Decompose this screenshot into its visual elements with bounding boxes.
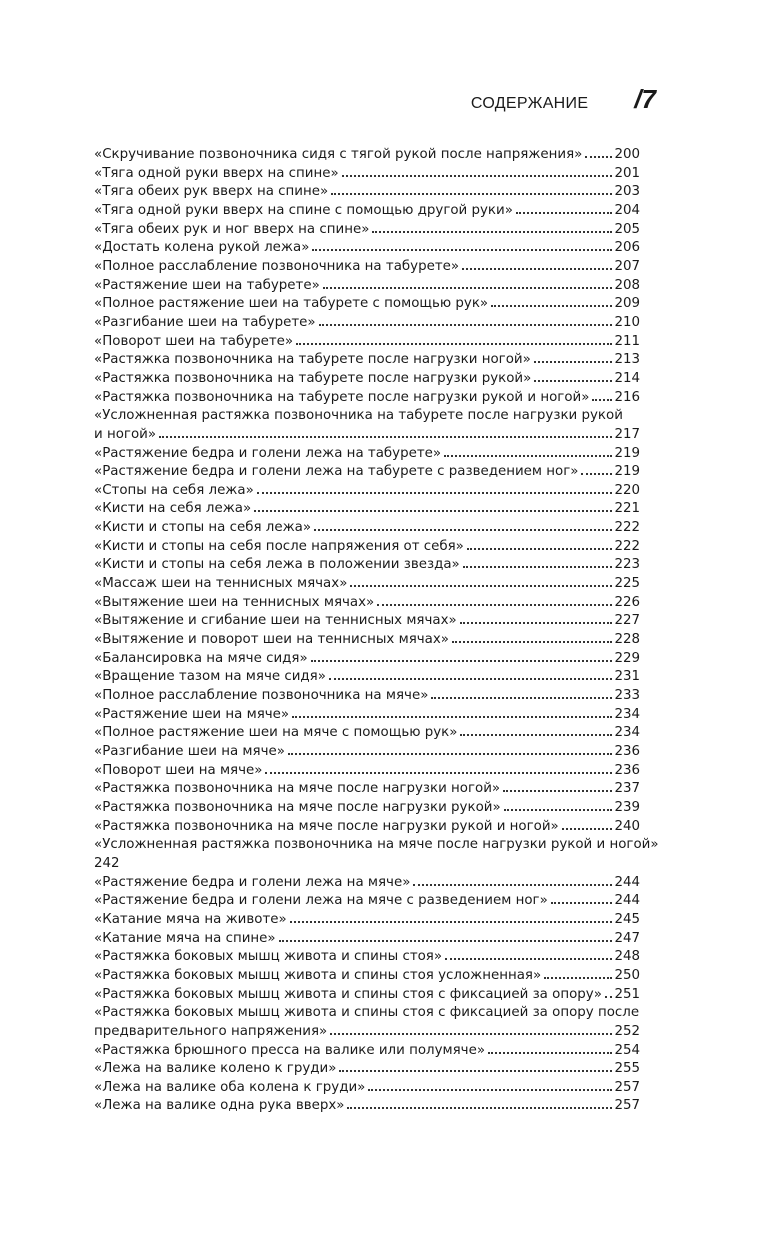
toc-entry-title: «Разгибание шеи на мяче» [94, 744, 285, 759]
dot-leader [292, 716, 612, 718]
dot-leader [314, 529, 612, 531]
toc-entry [94, 986, 640, 1005]
toc-entry-title: «Вытяжение шеи на теннисных мячах» [94, 594, 375, 610]
toc-entry-page: 222 [614, 520, 640, 536]
toc-entry [94, 221, 640, 240]
toc-entry [94, 183, 640, 202]
toc-entry [94, 538, 640, 557]
toc-entry-title: «Катание мяча на спине» [94, 930, 276, 946]
toc-entry-row [94, 445, 640, 464]
toc-entry-row [94, 239, 640, 258]
dot-leader [562, 828, 613, 830]
toc-entry-row [94, 370, 640, 389]
toc-entry [94, 202, 640, 221]
toc-entry-page: 211 [614, 333, 640, 349]
toc-entry-page: 229 [614, 650, 640, 666]
toc-entry-row [94, 911, 640, 930]
dot-leader [504, 809, 613, 811]
toc-entry-title-line: «Растяжка боковых мышц живота и спины стоя с фиксацией за опору после [94, 1005, 640, 1021]
toc-entry-title: «Растяжка боковых мышц живота и спины стоя усложненная» [94, 967, 542, 983]
toc-entry [94, 631, 640, 650]
toc-entry-row [94, 1023, 640, 1042]
toc-entry-title: «Растяжка позвоночника на табурете после нагрузки рукой» [94, 370, 532, 386]
dot-leader [516, 212, 613, 214]
toc-entry-title: «Вращение тазом на мяче сидя» [94, 669, 326, 685]
dot-leader [279, 940, 613, 942]
toc-entry-title: «Тяга одной руки вверх на спине» [94, 165, 339, 181]
toc-entry-title: «Полное расслабление позвоночника на мяче» [94, 688, 429, 704]
toc-entry [94, 556, 640, 575]
toc-entry [94, 575, 640, 594]
toc-entry-row [94, 668, 640, 687]
toc-entry-row [94, 930, 640, 949]
toc-entry-page: 223 [614, 557, 640, 573]
toc-entry-page: 226 [614, 594, 640, 610]
toc-entry [94, 706, 640, 725]
dot-leader [431, 697, 612, 699]
toc-entry-row [94, 612, 640, 631]
toc-entry-row [94, 1097, 640, 1116]
toc-entry-title: «Лежа на валике одна рука вверх» [94, 1098, 345, 1114]
dot-leader [350, 585, 612, 587]
toc-entry-title: «Тяга обеих рук и ног вверх на спине» [94, 221, 370, 237]
toc-entry-title: «Растяжка позвоночника на табурете после нагрузки рукой и ногой» [94, 389, 590, 405]
toc-entry-row [94, 948, 640, 967]
dot-leader [534, 380, 612, 382]
toc-entry-page: 239 [614, 799, 640, 815]
toc-entry-page: 236 [614, 762, 640, 778]
toc-entry-title-line: «Усложненная растяжка позвоночника на мяче после нагрузки рукой и ногой» [94, 837, 659, 853]
dot-leader [605, 996, 613, 998]
dot-leader [503, 790, 612, 792]
toc-entry-row [94, 687, 640, 706]
table-of-contents [94, 146, 659, 1116]
toc-entry-row [94, 146, 640, 165]
toc-entry [94, 295, 640, 314]
toc-entry-page: 216 [614, 389, 640, 405]
toc-entry [94, 445, 640, 464]
dot-leader [330, 1033, 612, 1035]
toc-entry-row [94, 855, 640, 874]
dot-leader [581, 473, 612, 475]
dot-leader [331, 193, 612, 195]
toc-entry-row [94, 780, 640, 799]
toc-entry [94, 519, 640, 538]
toc-entry-page: 245 [614, 911, 640, 927]
toc-entry-row [94, 295, 640, 314]
toc-entry [94, 687, 640, 706]
toc-entry-row [94, 556, 640, 575]
running-header-title: СОДЕРЖАНИЕ [470, 95, 589, 112]
toc-entry [94, 351, 640, 370]
toc-entry-page: 201 [614, 165, 640, 181]
toc-entry-row [94, 724, 640, 743]
toc-entry-title: «Растяжка позвоночника на табурете после нагрузки ногой» [94, 352, 531, 368]
dot-leader [377, 604, 612, 606]
dot-leader [585, 156, 612, 158]
toc-entry-title-line: «Усложненная растяжка позвоночника на табурете после нагрузки рукой [94, 408, 623, 424]
toc-entry-title: «Растяжка позвоночника на мяче после нагрузки рукой» [94, 799, 501, 815]
toc-entry-row [94, 1060, 640, 1079]
toc-entry-row [94, 575, 640, 594]
dot-leader [460, 734, 612, 736]
dot-leader [534, 361, 613, 363]
toc-entry-page: 219 [614, 445, 640, 461]
toc-entry-title: «Вытяжение и поворот шеи на теннисных мячах» [94, 632, 449, 648]
dot-leader [491, 305, 612, 307]
toc-entry-title: «Достать колена рукой лежа» [94, 240, 310, 256]
dot-leader [254, 510, 612, 512]
toc-entry [94, 594, 640, 613]
dot-leader [592, 399, 612, 401]
toc-entry-row [94, 706, 640, 725]
toc-entry-row [94, 594, 640, 613]
toc-entry-page: 252 [614, 1023, 640, 1039]
toc-entry-title: «Лежа на валике колено к груди» [94, 1061, 337, 1077]
toc-entry-page: 220 [614, 482, 640, 498]
toc-entry-row [94, 500, 640, 519]
dot-leader [462, 268, 612, 270]
dot-leader [544, 977, 612, 979]
toc-entry [94, 818, 640, 837]
dot-leader [159, 436, 612, 438]
dot-leader [467, 548, 613, 550]
toc-entry [94, 1004, 640, 1041]
toc-entry [94, 277, 640, 296]
toc-entry-title: «Тяга обеих рук вверх на спине» [94, 184, 329, 200]
toc-entry-title: «Растяжка боковых мышц живота и спины стоя» [94, 949, 443, 965]
dot-leader [372, 231, 612, 233]
toc-entry [94, 911, 640, 930]
toc-entry [94, 967, 640, 986]
toc-entry-title: «Лежа на валике оба колена к груди» [94, 1079, 366, 1095]
toc-entry-title: «Кисти на себя лежа» [94, 501, 252, 517]
toc-entry-row [94, 799, 640, 818]
dot-leader [445, 958, 612, 960]
toc-entry-title: «Тяга одной руки вверх на спине с помощью другой руки» [94, 202, 513, 218]
toc-entry-row [94, 202, 640, 221]
toc-entry [94, 333, 640, 352]
toc-entry-title: и ногой» [94, 426, 157, 442]
toc-entry-row [94, 1079, 640, 1098]
toc-entry [94, 743, 640, 762]
dot-leader [452, 641, 612, 643]
toc-entry-title: «Растяжение бедра и голени лежа на табурете с разведением ног» [94, 464, 579, 480]
toc-entry [94, 482, 640, 501]
dot-leader [288, 753, 613, 755]
toc-entry [94, 1097, 640, 1116]
dot-leader [444, 455, 612, 457]
toc-entry-page: 222 [614, 538, 640, 554]
toc-entry-page: 209 [614, 296, 640, 312]
dot-leader [342, 175, 613, 177]
toc-entry [94, 892, 640, 911]
toc-entry [94, 407, 640, 444]
toc-entry-title: «Растяжка позвоночника на мяче после нагрузки рукой и ногой» [94, 818, 559, 834]
toc-entry-row [94, 482, 640, 501]
page-number: /7 [634, 84, 656, 114]
toc-entry-row [94, 221, 640, 240]
toc-entry [94, 389, 640, 408]
toc-entry [94, 500, 640, 519]
toc-entry-row [94, 967, 640, 986]
toc-entry [94, 239, 640, 258]
dot-leader [460, 622, 613, 624]
toc-entry-title: «Растяжка брюшного пресса на валике или полумяче» [94, 1042, 486, 1058]
dot-leader [323, 287, 613, 289]
toc-entry-title: «Полное растяжение шеи на табурете с помощью рук» [94, 296, 489, 312]
toc-entry-row [94, 389, 640, 408]
dot-leader [368, 1089, 612, 1091]
dot-leader [312, 249, 612, 251]
toc-entry-row [94, 277, 640, 296]
toc-entry-row [94, 1042, 640, 1061]
toc-entry-title: «Разгибание шеи на табурете» [94, 314, 316, 330]
toc-entry-page: 203 [614, 184, 640, 200]
toc-entry-title: «Балансировка на мяче сидя» [94, 650, 308, 666]
toc-entry [94, 1042, 640, 1061]
toc-entry-page: 206 [614, 240, 640, 256]
toc-entry-title: «Растяжение бедра и голени лежа на мяче» [94, 874, 411, 890]
toc-entry [94, 724, 640, 743]
toc-entry-page: 240 [614, 818, 640, 834]
toc-entry-title: предварительного напряжения» [94, 1023, 328, 1039]
toc-entry [94, 370, 640, 389]
toc-entry-row [94, 351, 640, 370]
toc-entry-title: «Поворот шеи на мяче» [94, 762, 263, 778]
toc-entry-title: «Вытяжение и сгибание шеи на теннисных мячах» [94, 613, 457, 629]
dot-leader [551, 902, 613, 904]
toc-entry-page: 210 [614, 314, 640, 330]
toc-entry-page: 205 [614, 221, 640, 237]
dot-leader [290, 921, 613, 923]
toc-entry-title: 242 [94, 855, 120, 871]
toc-entry-page: 207 [614, 258, 640, 274]
toc-entry-page: 214 [614, 370, 640, 386]
toc-entry-page: 237 [614, 781, 640, 797]
toc-entry-page: 244 [614, 893, 640, 909]
toc-entry-title: «Растяжение шеи на мяче» [94, 706, 290, 722]
toc-entry [94, 874, 640, 893]
toc-entry-page: 204 [614, 202, 640, 218]
toc-entry-title: «Полное расслабление позвоночника на табурете» [94, 258, 460, 274]
toc-entry-title: «Массаж шеи на теннисных мячах» [94, 576, 348, 592]
toc-entry-page: 244 [614, 874, 640, 890]
toc-entry [94, 799, 640, 818]
toc-entry [94, 463, 640, 482]
toc-entry-page: 200 [614, 147, 640, 162]
toc-entry-page: 233 [614, 688, 640, 704]
toc-entry-row [94, 165, 640, 184]
toc-entry-page: 227 [614, 613, 640, 629]
dot-leader [329, 678, 613, 680]
dot-leader [339, 1070, 612, 1072]
toc-entry [94, 146, 640, 165]
toc-entry-row [94, 631, 640, 650]
toc-entry-row [94, 874, 640, 893]
toc-entry [94, 930, 640, 949]
toc-entry-row [94, 183, 640, 202]
toc-entry [94, 1079, 640, 1098]
dot-leader [463, 566, 613, 568]
toc-entry [94, 258, 640, 277]
toc-entry-page: 228 [614, 632, 640, 648]
dot-leader [488, 1052, 612, 1054]
toc-entry-title: «Растяжка позвоночника на мяче после нагрузки ногой» [94, 781, 501, 797]
toc-entry-page: 257 [614, 1098, 640, 1114]
toc-entry-page: 254 [614, 1042, 640, 1058]
toc-entry-title: «Растяжение бедра и голени лежа на табурете» [94, 445, 442, 461]
toc-entry [94, 836, 659, 873]
toc-entry-row [94, 426, 640, 445]
dot-leader [347, 1107, 612, 1109]
toc-entry-page: 251 [614, 986, 640, 1002]
dot-leader [319, 324, 613, 326]
toc-entry-title: «Скручивание позвоночника сидя с тягой рукой после напряжения» [94, 147, 583, 162]
toc-entry-page: 236 [614, 744, 640, 759]
toc-entry [94, 612, 640, 631]
toc-entry-page: 255 [614, 1061, 640, 1077]
toc-entry-title: «Кисти и стопы на себя лежа в положении звезда» [94, 557, 460, 573]
dot-leader [257, 492, 613, 494]
toc-entry [94, 780, 640, 799]
dot-leader [413, 884, 612, 886]
page-header [471, 84, 656, 115]
toc-entry [94, 948, 640, 967]
toc-entry-title: «Растяжение бедра и голени лежа на мяче с разведением ног» [94, 893, 548, 909]
toc-entry [94, 1060, 640, 1079]
toc-entry-page: 257 [614, 1079, 640, 1095]
toc-entry-title: «Катание мяча на животе» [94, 911, 287, 927]
toc-entry-title: «Полное растяжение шеи на мяче с помощью рук» [94, 725, 458, 741]
toc-entry-title: «Стопы на себя лежа» [94, 482, 254, 498]
toc-entry-page: 219 [614, 464, 640, 480]
toc-entry-page: 250 [614, 967, 640, 983]
toc-entry [94, 165, 640, 184]
toc-entry-title: «Поворот шеи на табурете» [94, 333, 294, 349]
toc-entry-page: 231 [614, 669, 640, 685]
toc-entry-row [94, 818, 640, 837]
toc-entry-title: «Кисти и стопы на себя лежа» [94, 520, 312, 536]
toc-entry-title: «Растяжение шеи на табурете» [94, 277, 320, 293]
dot-leader [311, 660, 613, 662]
toc-entry [94, 314, 640, 333]
toc-entry-page: 221 [614, 501, 640, 517]
toc-entry-page: 213 [614, 352, 640, 368]
toc-entry-row [94, 892, 640, 911]
toc-entry [94, 650, 640, 669]
dot-leader [265, 772, 612, 774]
toc-entry-row [94, 314, 640, 333]
toc-entry-row [94, 333, 640, 352]
toc-entry-page: 225 [614, 576, 640, 592]
toc-entry-row [94, 650, 640, 669]
toc-entry-title: «Растяжка боковых мышц живота и спины стоя с фиксацией за опору» [94, 986, 602, 1002]
toc-entry-row [94, 538, 640, 557]
toc-entry-title: «Кисти и стопы на себя после напряжения от себя» [94, 538, 464, 554]
toc-entry-page: 208 [614, 277, 640, 293]
toc-entry-row [94, 519, 640, 538]
toc-entry-row [94, 743, 640, 762]
dot-leader [296, 343, 612, 345]
toc-entry-page: 217 [614, 426, 640, 442]
toc-entry-row [94, 762, 640, 781]
toc-entry-row [94, 463, 640, 482]
toc-entry-page: 234 [614, 725, 640, 741]
toc-entry-row [94, 986, 640, 1005]
toc-entry-page: 247 [614, 930, 640, 946]
toc-entry-page: 248 [614, 949, 640, 965]
toc-entry-row [94, 258, 640, 277]
toc-entry [94, 668, 640, 687]
toc-entry [94, 762, 640, 781]
toc-entry-page: 234 [614, 706, 640, 722]
